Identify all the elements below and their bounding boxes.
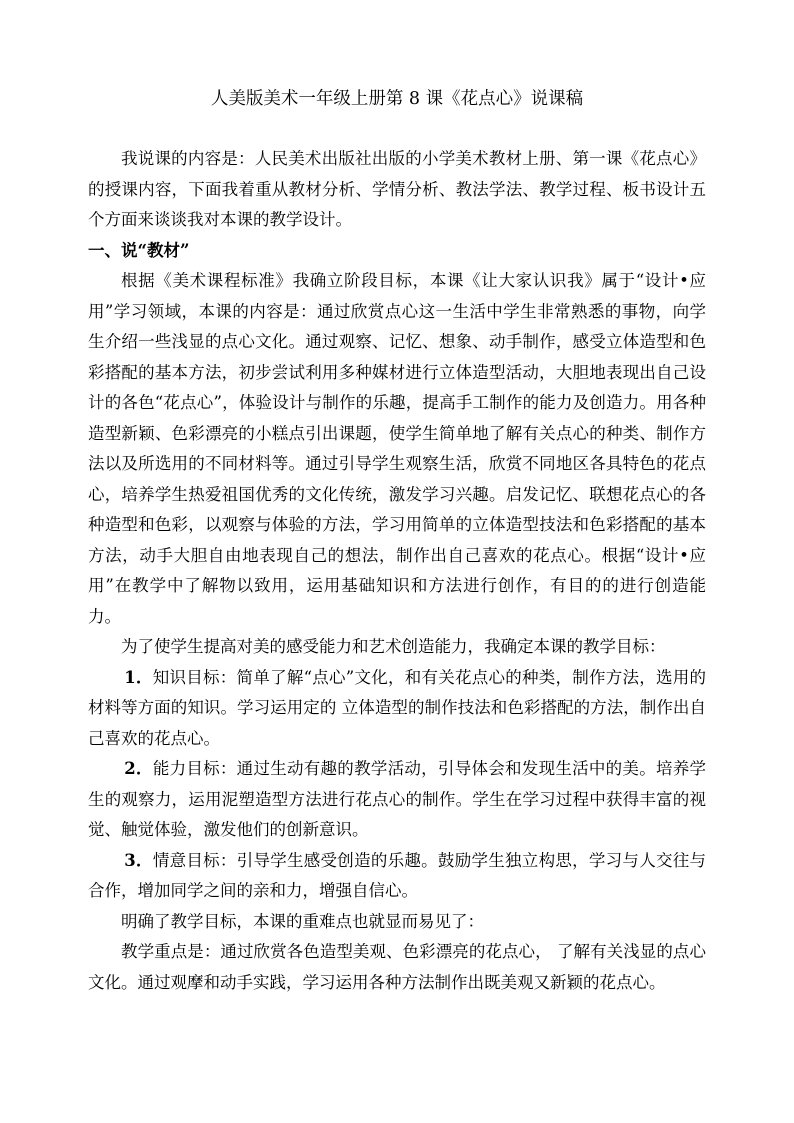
- document-page: [88, 0, 706, 1123]
- document-body: [88, 144, 706, 998]
- goal-emotion: [88, 846, 706, 907]
- goal-number-1: 1．: [124, 667, 153, 687]
- intro-paragraph: 我说课的内容是：人民美术出版社出版的小学美术教材上册、第一课《花点心》的授课内容，下面我着重从教材分析、学情分析、教法学法、教学过程、板书设计五个方面来谈谈我对本课的教学设计。: [88, 149, 706, 229]
- goal-text-1: 知识目标：简单了解“点心”文化，和有关花点心的种类，制作方法，选用的材料等方面的知识。学习运用定的 立体造型的制作技法和色彩搭配的方法，制作出自己喜欢的花点心。: [88, 667, 707, 748]
- section-heading-textbook: 一、说“教材”: [88, 240, 190, 260]
- goal-knowledge: [88, 663, 706, 755]
- goal-text-2: 能力目标：通过生动有趣的教学活动，引导体会和发现生活中的美。培养学生的观察力，运用泥塑造型方法进行花点心的制作。学生在学习过程中获得丰富的视觉、触觉体验，激发他们的创新意识。: [88, 759, 707, 839]
- goal-text-3: 情意目标：引导学生感受创造的乐趣。鼓励学生独立构思，学习与人交往与合作，增加同学之间的亲和力，增强自信心。: [88, 850, 707, 900]
- goal-number-2: 2．: [124, 759, 153, 778]
- textbook-paragraph-2: 为了使学生提高对美的感受能力和艺术创造能力，我确定本课的教学目标：: [121, 637, 666, 656]
- textbook-paragraph-4: 教学重点是：通过欣赏各色造型美观、色彩漂亮的花点心， 了解有关浅显的点心文化。通过观摩和动手实践，学习运用各种方法制作出既美观又新颖的花点心。: [88, 942, 706, 992]
- goal-number-3: 3．: [124, 850, 153, 870]
- goal-ability: [88, 754, 706, 846]
- document-title: 人美版美术一年级上册第 8 课《花点心》说课稿: [210, 89, 584, 109]
- textbook-paragraph-1: 根据《美术课程标准》我确立阶段目标，本课《让大家认识我》属于“设计•应用”学习领域，本课的内容是：通过欣赏点心这一生活中学生非常熟悉的事物，向学生介绍一些浅显的点心文化。通过观察、记忆、想象、动手制作，感受立体造型和色彩搭配的基本方法，初步尝试利用多种媒材进行立体造型活动，大胆地表现出自己设计的各色“花点心”，体验设计与制作的乐趣，提高手工制作的能力及创造力。用各种造型新颖、色彩漂亮的小糕点引出课题，使学生简单地了解有关点心的种类、制作方法以及所选用的不同材料等。通过引导学生观察生活，欣赏不同地区各具特色的花点心，培养学生热爱祖国优秀的文化传统，激发学习兴趣。启发记忆、联想花点心的各种造型和色彩，以观察与体验的方法，学习用简单的立体造型技法和色彩搭配的基本方法，动手大胆自由地表现自己的想法，制作出自己喜欢的花点心。根据“设计•应用”在教学中了解物以致用，运用基础知识和方法进行创作，有目的的进行创造能力。: [88, 271, 706, 626]
- textbook-paragraph-3: 明确了教学目标，本课的重难点也就显而易见了：: [121, 911, 484, 931]
